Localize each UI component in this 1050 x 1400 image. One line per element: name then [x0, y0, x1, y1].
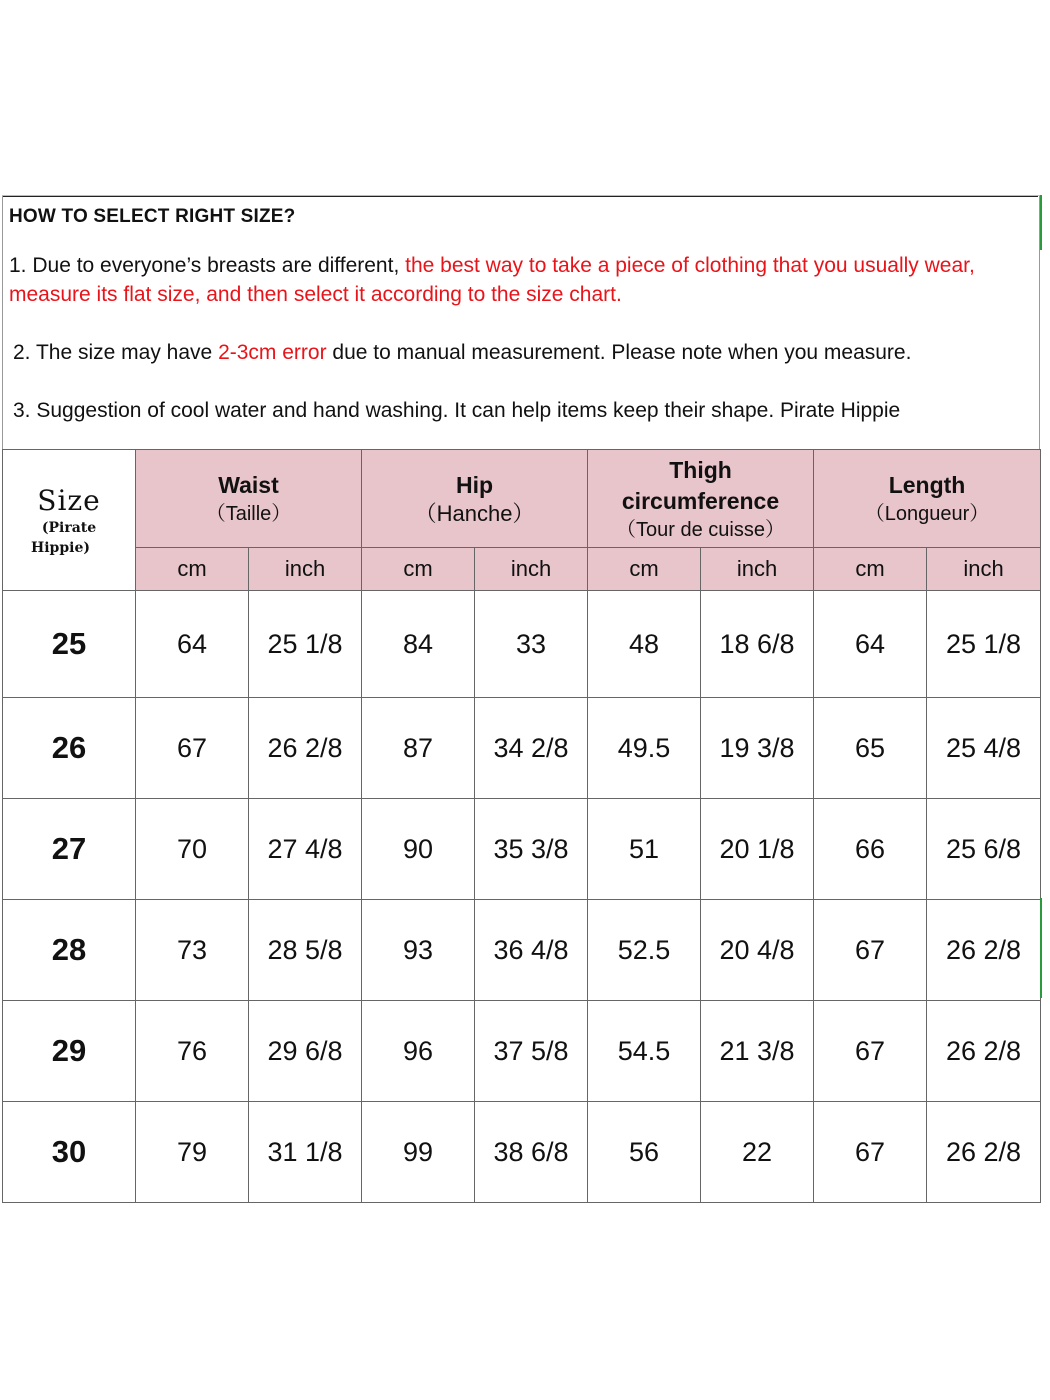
waist-cm-cell: 70	[136, 799, 249, 900]
instruction-2-text-after: due to manual measurement. Please note when you measure.	[326, 341, 912, 364]
hip-cm-cell: 93	[362, 900, 475, 1001]
group-title-line2: circumference	[621, 487, 780, 514]
waist-inch-cell: 27 4/8	[249, 799, 362, 900]
thigh-cm-cell: 52.5	[588, 900, 701, 1001]
size-header-sub2: Hippie)	[31, 539, 90, 556]
group-subtitle: （Hanche）	[414, 501, 535, 526]
hip-inch-cell: 37 5/8	[475, 1001, 588, 1102]
waist-cm-cell: 76	[136, 1001, 249, 1102]
size-guide-sheet	[2, 195, 1040, 1206]
instruction-2-highlight: 2-3cm error	[218, 341, 327, 364]
length-inch-cell: 25 4/8	[927, 698, 1041, 799]
waist-cm-cell: 73	[136, 900, 249, 1001]
waist-inch-cell: 31 1/8	[249, 1102, 362, 1203]
unit-header: inch	[249, 548, 362, 591]
length-inch-cell: 26 2/8	[927, 900, 1041, 1001]
waist-inch-cell: 26 2/8	[249, 698, 362, 799]
thigh-inch-cell: 20 1/8	[701, 799, 814, 900]
hip-inch-cell: 33	[475, 591, 588, 698]
length-cm-cell: 67	[814, 900, 927, 1001]
instruction-item-1	[9, 251, 1029, 309]
unit-header: cm	[136, 548, 249, 591]
hip-cm-cell: 96	[362, 1001, 475, 1102]
length-cm-cell: 65	[814, 698, 927, 799]
unit-header: cm	[814, 548, 927, 591]
thigh-cm-cell: 48	[588, 591, 701, 698]
group-subtitle: （Taille）	[205, 503, 292, 525]
thigh-inch-cell: 19 3/8	[701, 698, 814, 799]
hip-cm-cell: 99	[362, 1102, 475, 1203]
instructions-heading: HOW TO SELECT RIGHT SIZE?	[9, 206, 296, 227]
table-row	[3, 698, 1041, 799]
group-subtitle: （Tour de cuisse）	[616, 518, 785, 541]
instruction-1-highlight: the best way to take a piece of clothing that you usually wear, measure its flat size, and then select it according to the size chart.	[9, 254, 975, 306]
instruction-item-3: 3. Suggestion of cool water and hand washing. It can help items keep their shape. Pirate Hippie	[13, 399, 901, 422]
waist-inch-cell: 25 1/8	[249, 591, 362, 698]
length-cm-cell: 67	[814, 1001, 927, 1102]
waist-cm-cell: 79	[136, 1102, 249, 1203]
size-cell: 28	[3, 900, 136, 1001]
group-subtitle: （Longueur）	[864, 503, 990, 525]
group-header-length	[814, 450, 1041, 548]
size-chart-table	[2, 449, 1041, 1203]
instruction-2-text-before: 2. The size may have	[13, 341, 219, 364]
length-inch-cell: 26 2/8	[927, 1102, 1041, 1203]
hip-cm-cell: 84	[362, 591, 475, 698]
cell-selection-marker	[1040, 898, 1042, 998]
thigh-cm-cell: 54.5	[588, 1001, 701, 1102]
group-header-hip	[362, 450, 588, 548]
cell-selection-marker	[1040, 195, 1042, 250]
instruction-1-text: 1. Due to everyone’s breasts are different,	[9, 254, 406, 277]
size-header-title: Size	[37, 483, 101, 517]
group-header-waist	[136, 450, 362, 548]
unit-header: inch	[927, 548, 1041, 591]
instruction-item-2	[13, 338, 911, 367]
length-cm-cell: 67	[814, 1102, 927, 1203]
size-header-cell	[3, 450, 136, 591]
hip-inch-cell: 35 3/8	[475, 799, 588, 900]
length-cm-cell: 64	[814, 591, 927, 698]
group-title: Length	[888, 472, 966, 498]
table-row	[3, 1001, 1041, 1102]
thigh-cm-cell: 49.5	[588, 698, 701, 799]
length-inch-cell: 25 6/8	[927, 799, 1041, 900]
group-title: Waist	[218, 472, 279, 498]
hip-inch-cell: 36 4/8	[475, 900, 588, 1001]
unit-header: cm	[588, 548, 701, 591]
thigh-cm-cell: 51	[588, 799, 701, 900]
group-title: Hip	[455, 472, 494, 498]
size-cell: 27	[3, 799, 136, 900]
table-row	[3, 591, 1041, 698]
size-cell: 25	[3, 591, 136, 698]
header-row-groups	[3, 450, 1041, 548]
size-cell: 30	[3, 1102, 136, 1203]
hip-cm-cell: 90	[362, 799, 475, 900]
thigh-inch-cell: 21 3/8	[701, 1001, 814, 1102]
length-inch-cell: 26 2/8	[927, 1001, 1041, 1102]
unit-header: inch	[701, 548, 814, 591]
header-row-units	[3, 548, 1041, 591]
waist-inch-cell: 29 6/8	[249, 1001, 362, 1102]
hip-inch-cell: 34 2/8	[475, 698, 588, 799]
unit-header: inch	[475, 548, 588, 591]
table-row	[3, 799, 1041, 900]
thigh-inch-cell: 22	[701, 1102, 814, 1203]
size-cell: 29	[3, 1001, 136, 1102]
table-row	[3, 1102, 1041, 1203]
hip-inch-cell: 38 6/8	[475, 1102, 588, 1203]
waist-inch-cell: 28 5/8	[249, 900, 362, 1001]
thigh-inch-cell: 18 6/8	[701, 591, 814, 698]
waist-cm-cell: 67	[136, 698, 249, 799]
size-header-sub1: (Pirate	[41, 519, 97, 536]
instructions-panel	[2, 196, 1040, 449]
size-cell: 26	[3, 698, 136, 799]
unit-header: cm	[362, 548, 475, 591]
group-title: Thigh	[669, 456, 732, 483]
thigh-cm-cell: 56	[588, 1102, 701, 1203]
length-cm-cell: 66	[814, 799, 927, 900]
thigh-inch-cell: 20 4/8	[701, 900, 814, 1001]
length-inch-cell: 25 1/8	[927, 591, 1041, 698]
table-row	[3, 900, 1041, 1001]
waist-cm-cell: 64	[136, 591, 249, 698]
group-header-thigh	[588, 450, 814, 548]
hip-cm-cell: 87	[362, 698, 475, 799]
